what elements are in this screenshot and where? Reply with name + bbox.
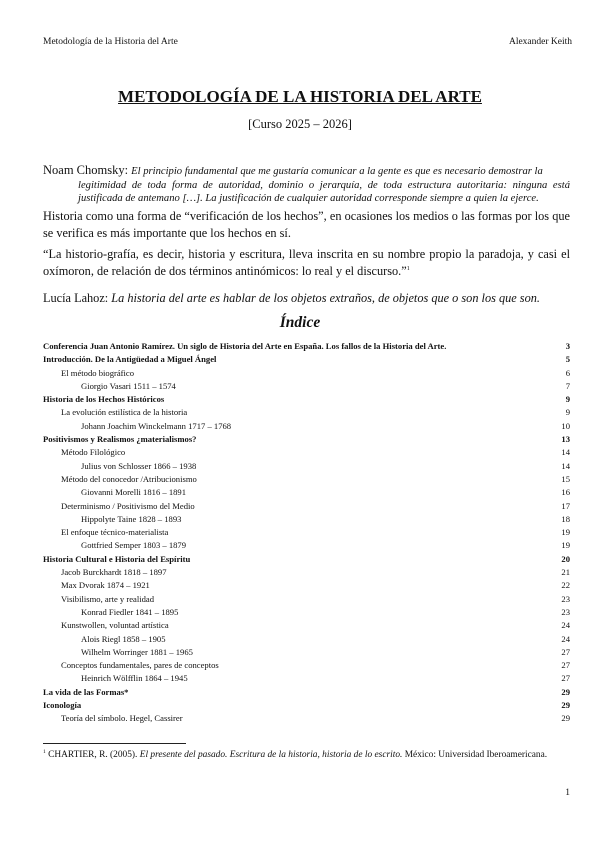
toc-entry-page[interactable]: 27 [561, 673, 570, 684]
toc-entry-page[interactable]: 16 [561, 487, 570, 498]
footnote-separator [43, 743, 186, 744]
toc-entry-page[interactable]: 19 [561, 540, 570, 551]
toc-entry-page[interactable]: 24 [561, 620, 570, 631]
toc-entry-page[interactable]: 22 [561, 580, 570, 591]
footnote-work: El presente del pasado. Escritura de la historia, historia de lo escrito. [139, 750, 403, 760]
toc-entry[interactable] [43, 367, 570, 380]
toc-entry-title[interactable]: El método biográfico [61, 367, 135, 378]
toc-entry[interactable] [43, 486, 570, 499]
page-title: METODOLOGÍA DE LA HISTORIA DEL ARTE [118, 87, 482, 106]
toc-entry[interactable] [43, 579, 570, 592]
toc-entry-page[interactable]: 10 [561, 420, 570, 431]
toc-entry-page[interactable]: 6 [565, 367, 570, 378]
toc-entry[interactable] [43, 606, 570, 619]
toc-entry[interactable] [43, 699, 570, 712]
toc-entry-title[interactable]: Iconología [43, 700, 82, 711]
toc-entry[interactable] [43, 420, 570, 433]
toc-entry[interactable] [43, 619, 570, 632]
toc-entry-page[interactable]: 23 [561, 593, 570, 604]
toc-entry[interactable] [43, 593, 570, 606]
toc-entry-title[interactable]: Wilhelm Worringer 1881 – 1965 [81, 646, 193, 657]
toc-entry-title[interactable]: Jacob Burckhardt 1818 – 1897 [61, 567, 167, 578]
quote-author: Noam Chomsky: [43, 163, 129, 177]
toc-entry[interactable] [43, 712, 570, 725]
toc-entry-page[interactable]: 7 [565, 380, 570, 391]
page-number: 1 [565, 788, 570, 798]
toc-entry-page[interactable]: 27 [561, 660, 570, 671]
toc-entry-title[interactable]: Visibilismo, arte y realidad [61, 593, 155, 604]
toc-entry[interactable] [43, 433, 570, 446]
quote-text: La historia del arte es hablar de los objetos extraños, de objetos que o son los que son. [111, 291, 540, 305]
toc-entry[interactable] [43, 500, 570, 513]
quote-author: Lucía Lahoz: [43, 291, 109, 305]
running-header-title: Metodología de la Historia del Arte [43, 37, 178, 47]
quote-text-line1: El principio fundamental que me gustaría comunicar a la gente es que es necesario demostrar la [131, 166, 543, 177]
footnote-ref[interactable]: 1 [406, 265, 410, 272]
toc-entry-page[interactable]: 14 [561, 460, 570, 471]
course-label: [Curso 2025 – 2026] [248, 117, 352, 131]
toc-entry[interactable] [43, 340, 570, 353]
toc-entry-page[interactable]: 17 [561, 500, 570, 511]
paragraph-historiografia [43, 246, 570, 280]
toc-entry-title[interactable]: Introducción. De la Antigüedad a Miguel Ángel [43, 354, 217, 365]
toc-entry-page[interactable]: 18 [561, 513, 570, 524]
toc-entry[interactable] [43, 446, 570, 459]
toc-entry[interactable] [43, 406, 570, 419]
toc-entry-page[interactable]: 29 [561, 700, 570, 711]
toc-entry-title[interactable]: La vida de las Formas* [43, 686, 129, 697]
toc-entry-title[interactable]: Conceptos fundamentales, pares de conceptos [61, 660, 219, 671]
toc-entry[interactable] [43, 686, 570, 699]
toc-entry[interactable] [43, 566, 570, 579]
toc-entry[interactable] [43, 353, 570, 366]
toc-entry-page[interactable]: 13 [561, 434, 570, 445]
toc-entry[interactable] [43, 553, 570, 566]
toc-entry-page[interactable]: 29 [561, 713, 570, 724]
toc-entry-title[interactable]: Giovanni Morelli 1816 – 1891 [81, 487, 187, 498]
toc-entry-page[interactable]: 23 [561, 606, 570, 617]
toc-entry-page[interactable]: 20 [561, 553, 570, 564]
toc-entry[interactable] [43, 513, 570, 526]
lahoz-quote [43, 290, 570, 307]
toc-entry[interactable] [43, 539, 570, 552]
toc-entry-title[interactable]: El enfoque técnico-materialista [61, 527, 169, 538]
toc-entry-page[interactable]: 21 [561, 567, 570, 578]
toc-entry[interactable] [43, 659, 570, 672]
quote-text-rest: legitimidad de toda forma de autoridad, dominio o jerarquía, de toda estructura autoritaria: ninguna está justificada de antemano […]. La justificación de cualquier autoridad corresponde siempre a quien la ejerce. [78, 180, 570, 204]
toc-entry-title[interactable]: Giorgio Vasari 1511 – 1574 [81, 380, 176, 391]
toc-entry-title[interactable]: Kunstwollen, voluntad artística [61, 620, 169, 631]
toc-entry[interactable] [43, 473, 570, 486]
toc-entry-title[interactable]: Método Filológico [61, 447, 126, 458]
chomsky-quote [43, 162, 570, 205]
toc-entry-title[interactable]: Heinrich Wölfflin 1864 – 1945 [81, 673, 188, 684]
toc-entry-page[interactable]: 5 [565, 354, 570, 365]
toc-entry-title[interactable]: Positivismos y Realismos ¿materialismos? [43, 434, 197, 445]
toc-entry-page[interactable]: 27 [561, 646, 570, 657]
paragraph-verificacion: Historia como una forma de “verificación de los hechos”, en ocasiones los medios o las formas por los que se verifica es más importante que los hechos en sí. [43, 209, 570, 240]
toc-entry[interactable] [43, 526, 570, 539]
toc-entry-title[interactable]: Julius von Schlosser 1866 – 1938 [81, 460, 197, 471]
toc-entry-title[interactable]: Gottfried Semper 1803 – 1879 [81, 540, 187, 551]
toc-entry-title[interactable]: Método del conocedor /Atribucionismo [61, 473, 197, 484]
toc-entry[interactable] [43, 460, 570, 473]
toc-entry-page[interactable]: 15 [561, 473, 570, 484]
toc-entry-page[interactable]: 3 [565, 341, 570, 351]
toc-entry-title[interactable]: Alois Riegl 1858 – 1905 [81, 633, 166, 644]
toc-entry-title[interactable]: Konrad Fiedler 1841 – 1895 [81, 606, 179, 617]
toc-entry[interactable] [43, 393, 570, 406]
toc-entry-title[interactable]: Historia de los Hechos Históricos [43, 394, 165, 405]
toc-entry-page[interactable]: 29 [561, 686, 570, 697]
toc-entry-title[interactable]: Determinismo / Positivismo del Medio [61, 500, 195, 511]
toc-entry[interactable] [43, 646, 570, 659]
footnote-author: CHARTIER, R. (2005). [48, 750, 138, 760]
toc-entry[interactable] [43, 672, 570, 685]
footnote-number: 1 [43, 748, 46, 755]
footnote-publisher: México: Universidad Iberoamericana. [404, 750, 548, 760]
toc-entry-title[interactable]: Historia Cultural e Historia del Espíritu [43, 553, 191, 564]
toc-entry-title[interactable]: Hippolyte Taine 1828 – 1893 [81, 513, 182, 524]
footnote [43, 748, 570, 762]
toc-entry-title[interactable]: Max Dvorak 1874 – 1921 [61, 580, 150, 591]
toc-entry-page[interactable]: 19 [561, 527, 570, 538]
toc-entry[interactable] [43, 380, 570, 393]
paragraph-text: “La historio-grafía, es decir, historia y escritura, lleva inscrita en su nombre propio la paradoja, y casi el oxímoron, de relación de dos términos antinómicos: lo real y el discurso.” [43, 247, 570, 278]
table-of-contents [43, 340, 570, 726]
toc-entry-title[interactable]: Teoría del símbolo. Hegel, Cassirer [61, 713, 183, 724]
running-header-author: Alexander Keith [508, 37, 572, 47]
toc-entry-page[interactable]: 24 [561, 633, 570, 644]
toc-entry-page[interactable]: 14 [561, 447, 570, 458]
toc-entry-title[interactable]: Conferencia Juan Antonio Ramírez. Un siglo de Historia del Arte en España. Los fallos de la Historia del Arte. [43, 341, 447, 351]
toc-entry[interactable] [43, 633, 570, 646]
toc-entry-page[interactable]: 9 [565, 407, 570, 418]
toc-entry-title[interactable]: Johann Joachim Winckelmann 1717 – 1768 [81, 420, 232, 431]
toc-heading: Índice [279, 314, 321, 331]
toc-entry-page[interactable]: 9 [565, 394, 570, 405]
toc-entry-title[interactable]: La evolución estilística de la historia [61, 407, 188, 418]
